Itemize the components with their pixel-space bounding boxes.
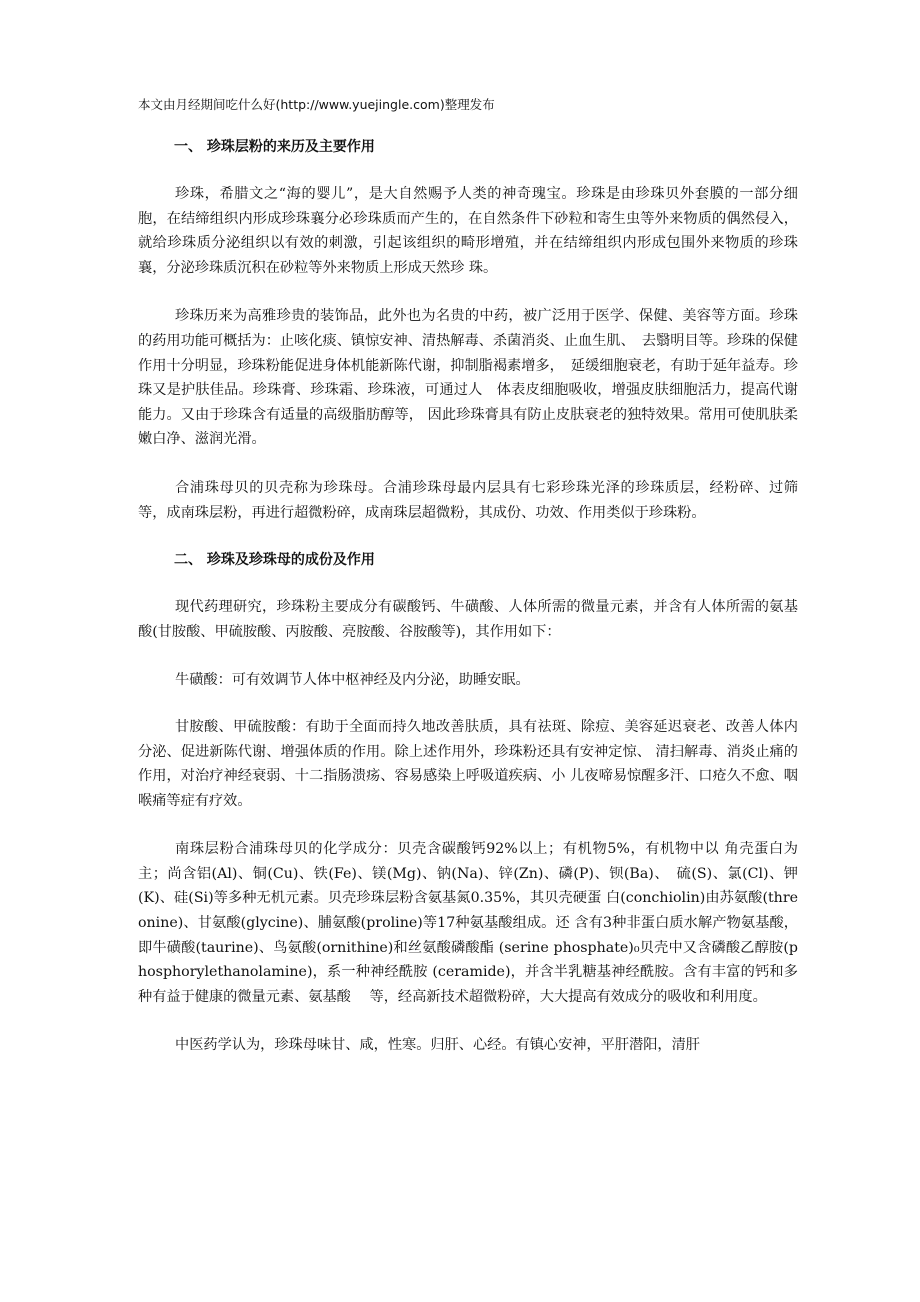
paragraph: 牛磺酸：可有效调节人体中枢神经及内分泌，助睡安眠。 — [175, 672, 530, 689]
section-title: 一、 珍珠层粉的来历及主要作用 — [174, 139, 375, 155]
section-1 — [138, 136, 798, 525]
section-2 — [138, 549, 798, 1058]
paragraph: 合浦珠母贝的贝壳称为珍珠母。合浦珍珠母最内层具有七彩珍珠光泽的珍珠质层，经粉碎、过筛等，成南珠层粉，再进行超微粉碎，成南珠层超微粉，其成份、功效、作用类似于珍珠粉。 — [138, 479, 798, 521]
document-page — [138, 96, 798, 1082]
section-title: 二、 珍珠及珍珠母的成份及作用 — [174, 552, 375, 569]
paragraph: 珍珠历来为高雅珍贵的装饰品，此外也为名贵的中药，被广泛用于医学、保健、美容等方面。珍珠的药用功能可概括为：止咳化痰、镇惊安神、清热解毒、杀菌消炎、止血生肌、 去翳明目等。珍珠的保健作用十分明显，珍珠粉能促进身体机能新陈代谢，抑制脂褐素增多， 延缓细胞衰老，有助于延年益寿。珍珠又是护肤佳品。珍珠膏、珍珠霜、珍珠液，可通过人 体表皮细胞吸收，增强皮肤细胞活力，提高代谢能力。又由于珍珠含有适量的高级脂肪醇等， 因此珍珠膏具有防止皮肤衰老的独特效果。常用可使肌肤柔嫩白净、滋润光滑。 — [138, 308, 798, 448]
paragraph: 南珠层粉合浦珠母贝的化学成分：贝壳含碳酸钙92%以上；有机物5%，有机物中以 角壳蛋白为主；尚含铝(Al)、铜(Cu)、铁(Fe)、镁(Mg)、钠(Na)、锌(Zn)、磷(P)、钡(Ba)、 硫(S)、氯(Cl)、钾(K)、硅(Si)等多种无机元素。贝壳珍珠层粉含氨基氮0.35%，其贝壳硬蛋 白(conchiolin)由苏氨酸(threonine)、甘氨酸(glycine)、脯氨酸(proline)等17种氨基酸组成。还 含有3种非蛋白质水解产物氨基酸，即牛磺酸(taurine)、鸟氨酸(ornithine)和丝氨酸磷酸酯 (serine phosphate)₀贝壳中又含磷酸乙醇胺(phosphorylethanolamine)，系一种神经酰胺 (ceramide)，并含半乳糖基神经酰胺。含有丰富的钙和多种有益于健康的微量元素、氨基酸 等，经高新技术超微粉碎，大大提高有效成分的吸收和利用度。 — [138, 841, 798, 1005]
paragraph: 现代药理研究，珍珠粉主要成分有碳酸钙、牛磺酸、人体所需的微量元素，并含有人体所需的氨基酸(甘胺酸、甲硫胺酸、丙胺酸、亮胺酸、谷胺酸等)，其作用如下： — [138, 599, 798, 640]
source-note: 本文由月经期间吃什么好(http://www.yuejingle.com)整理发布 — [138, 97, 495, 112]
paragraph: 甘胺酸、甲硫胺酸：有助于全面而持久地改善肤质，具有祛斑、除痘、美容延迟衰老、改善人体内分泌、促进新陈代谢、增强体质的作用。除上述作用外，珍珠粉还具有安神定惊、 清扫解毒、消炎止痛的作用，对治疗神经衰弱、十二指肠溃疡、容易感染上呼吸道疾病、小 儿夜啼易惊醒多汗、口疮久不愈、咽喉痛等症有疗效。 — [138, 718, 798, 809]
paragraph: 中医药学认为，珍珠母味甘、咸，性寒。归肝、心经。有镇心安神，平肝潜阳，清肝 — [175, 1037, 700, 1054]
paragraph: 珍珠，希腊文之“海的婴儿”，是大自然赐予人类的神奇瑰宝。珍珠是由珍珠贝外套膜的一部分细胞，在结缔组织内形成珍珠襄分必珍珠质而产生的，在自然条件下砂粒和寄生虫等外来物质的偶然侵入，就给珍珠质分泌组织以有效的刺激，引起该组织的畸形增殖，并在结缔组织内形成包围外来物质的珍珠襄，分泌珍珠质沉积在砂粒等外来物质上形成天然珍 珠。 — [138, 186, 798, 276]
